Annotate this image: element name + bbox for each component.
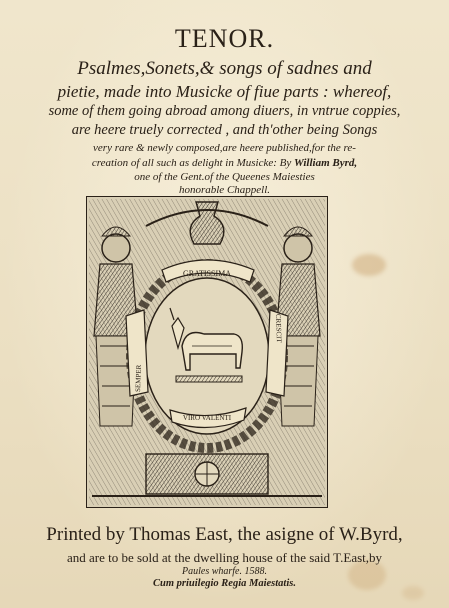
description-line-5: very rare & newly composed,are heere published,for the re- <box>93 142 356 154</box>
banner-left <box>126 310 148 396</box>
paper-stain <box>352 254 386 276</box>
description-line-2: pietie, made into Musicke of fiue parts : whereof, <box>57 82 392 101</box>
author-name: William Byrd, <box>293 157 358 169</box>
description-line-8: honorable Chappell. <box>178 184 271 196</box>
banner-right-text: CRESCIT <box>274 313 284 343</box>
woodcut-illustration <box>86 196 328 508</box>
description-line-6-text: creation of all such as delight in Musicke: By <box>91 157 294 169</box>
description-line-6 <box>0 157 449 169</box>
imprint-line-2: and are to be sold at the dwelling house of the said T.East,by <box>66 550 383 565</box>
description-line-1: Psalmes,Sonets,& songs of sadnes and <box>77 58 372 79</box>
banner-top-text: GRATISSIMA <box>182 269 232 278</box>
description-line-7: one of the Gent.of the Queenes Maiesties <box>134 171 315 183</box>
imprint-privilege: Cum priuilegio Regia Maiestatis. <box>153 578 296 589</box>
description-line-3: some of them going abroad among diuers, in vntrue coppies, <box>48 103 401 119</box>
imprint-line-3: Paules wharfe. 1588. <box>182 566 267 577</box>
banner-right <box>266 310 288 396</box>
description-line-4: are heere truely corrected , and th'other being Songs <box>71 122 378 138</box>
voice-part-title: TENOR. <box>174 24 275 53</box>
medallion <box>145 278 269 434</box>
banner-left-text: SEMPER <box>134 364 143 393</box>
motto-bottom-text: VIRO VALENTI <box>182 414 232 422</box>
imprint-line-1: Printed by Thomas East, the asigne of W.Byrd, <box>46 524 403 545</box>
